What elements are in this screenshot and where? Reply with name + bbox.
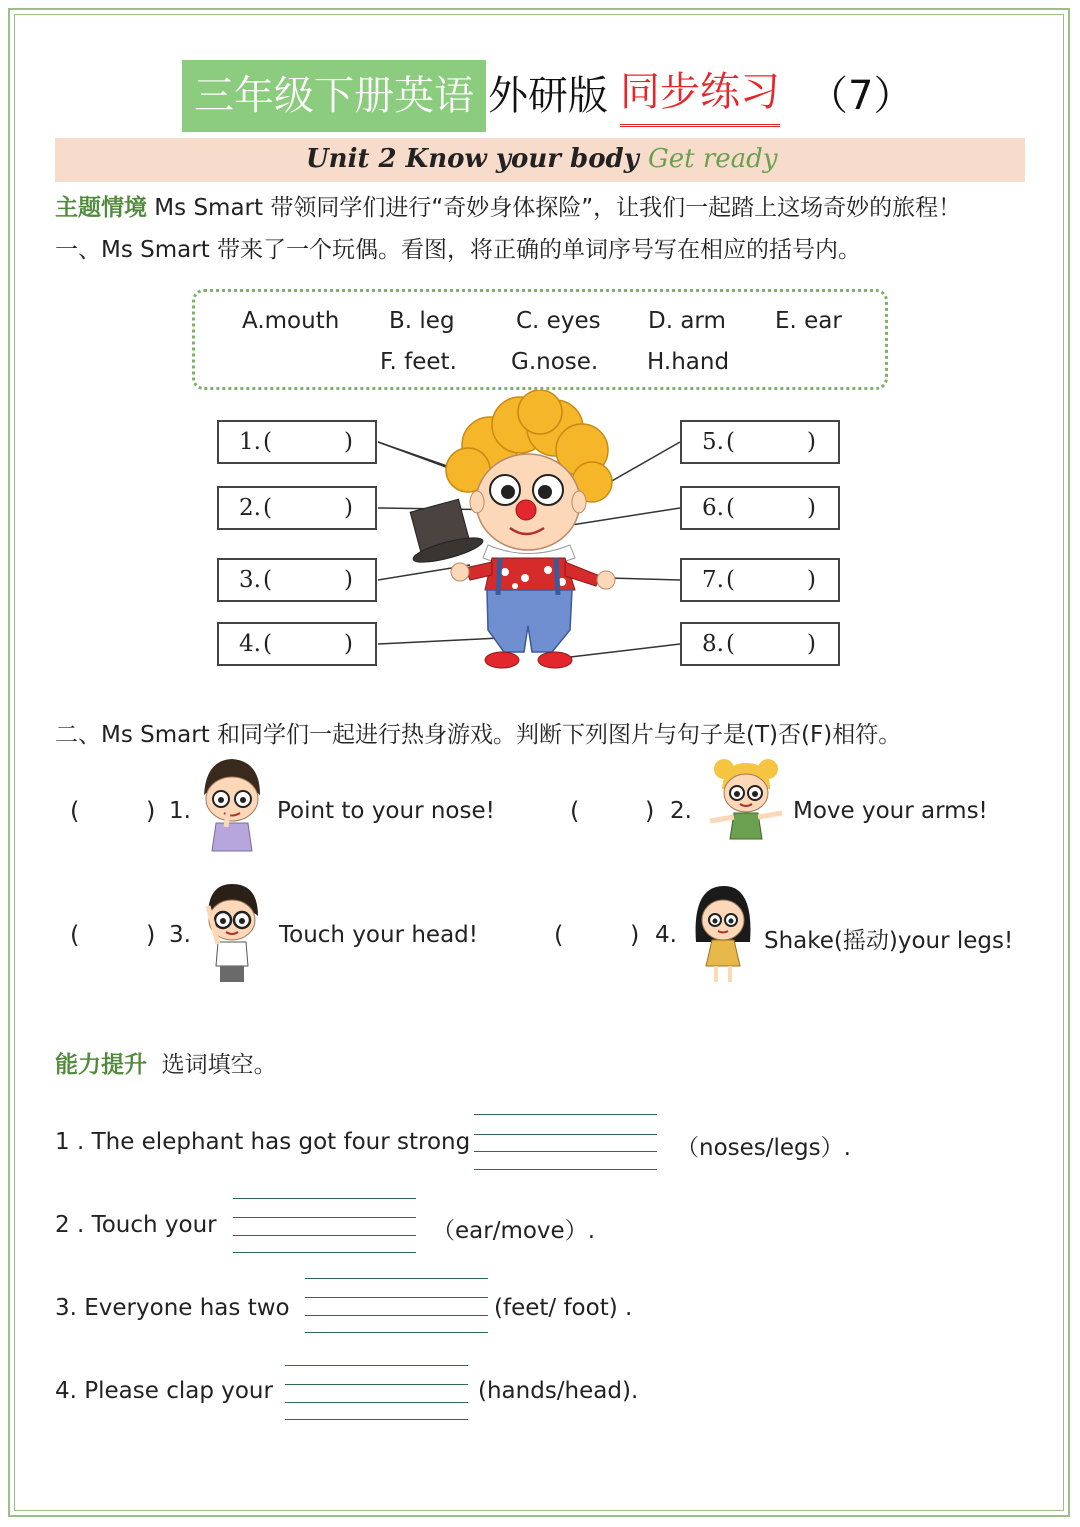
fill-question-2: 2 . Touch your (55, 1212, 217, 1238)
question-number: 1. (169, 798, 191, 824)
answer-box-2[interactable]: 2. ( ) (217, 486, 377, 530)
question-text: Touch your head! (279, 922, 478, 948)
fill-question-1: 1 . The elephant has got four strong (55, 1129, 471, 1155)
clown-illustration (0, 390, 1080, 680)
part1-instruction: 一、Ms Smart 带来了一个玩偶。看图，将正确的单词序号写在相应的括号内。 (55, 237, 862, 263)
word-option: E. ear (775, 308, 842, 334)
girl-moving-arms-picture (704, 755, 788, 841)
word-choices-2: （ear/move）. (432, 1218, 595, 1244)
answer-box-1[interactable]: 1. ( ) (217, 420, 377, 464)
theme-label: 主题情境 (55, 195, 147, 221)
title-practice: 同步练习 (620, 60, 780, 127)
answer-paren-open: ( (554, 921, 564, 949)
girl-shaking-legs-picture (690, 882, 756, 986)
word-option: F. feet. (380, 349, 457, 375)
boy-touching-head-picture (200, 882, 264, 986)
answer-box-8[interactable]: 8. ( ) (680, 622, 840, 666)
theme-text: Ms Smart 带领同学们进行“奇妙身体探险”，让我们一起踏上这场奇妙的旅程！ (147, 195, 962, 221)
part2-instruction: 二、Ms Smart 和同学们一起进行热身游戏。判断下列图片与句子是(T)否(F)相符。 (55, 722, 902, 748)
question-number: 3. (169, 922, 191, 948)
part3-heading (55, 1046, 277, 1079)
unit-title: Unit 2 Know your body (306, 144, 639, 174)
question-number: 2. (670, 798, 692, 824)
title-number: （7） (808, 73, 914, 119)
answer-box-6[interactable]: 6. ( ) (680, 486, 840, 530)
answer-paren-open: ( (70, 797, 80, 825)
answer-paren-open: ( (570, 797, 580, 825)
title-edition: 外研版 (488, 73, 608, 119)
answer-paren-close: ) (645, 797, 655, 825)
question-text: Move your arms! (793, 798, 988, 824)
question-number: 4. (655, 922, 677, 948)
word-option: C. eyes (516, 308, 601, 334)
answer-paren-open: ( (70, 921, 80, 949)
answer-box-5[interactable]: 5. ( ) (680, 420, 840, 464)
answer-box-7[interactable]: 7. ( ) (680, 558, 840, 602)
answer-paren-close: ) (146, 797, 156, 825)
answer-box-3[interactable]: 3. ( ) (217, 558, 377, 602)
word-option: H.hand (647, 349, 730, 375)
section-title: Get ready (648, 144, 778, 174)
word-option: D. arm (648, 308, 726, 334)
word-option: G.nose. (511, 349, 599, 375)
fill-question-4: 4. Please clap your (55, 1378, 273, 1404)
title-grade: 三年级下册英语 (182, 60, 486, 132)
question-text: Point to your nose! (277, 798, 495, 824)
answer-paren-close: ) (630, 921, 640, 949)
worksheet-title (0, 60, 1080, 132)
boy-pointing-nose-picture (196, 755, 268, 853)
theme-line (55, 189, 961, 222)
word-choices-3: (feet/ foot) . (494, 1295, 633, 1321)
answer-paren-close: ) (146, 921, 156, 949)
word-choices-1: （noses/legs）. (676, 1135, 851, 1161)
word-option: B. leg (389, 308, 455, 334)
answer-box-4[interactable]: 4. ( ) (217, 622, 377, 666)
question-text: Shake(摇动)your legs! (764, 928, 1014, 954)
word-choices-4: (hands/head). (478, 1378, 639, 1404)
fill-question-3: 3. Everyone has two (55, 1295, 290, 1321)
part3-label: 能力提升 (55, 1052, 147, 1078)
word-option: A.mouth (242, 308, 340, 334)
part3-instruction: 选词填空。 (161, 1052, 277, 1078)
